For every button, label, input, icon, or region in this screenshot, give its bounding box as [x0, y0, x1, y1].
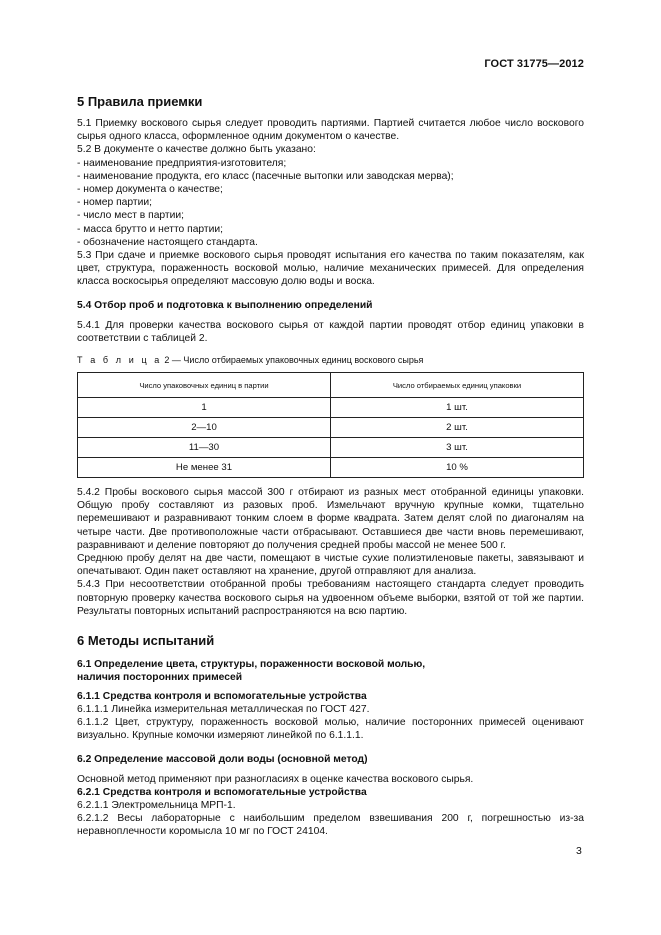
- para-5-1: 5.1 Приемку воскового сырья следует проводить партиями. Партией считается любое число воскового сырья одного класса, оформленное одним документом о качестве.: [77, 118, 584, 143]
- sampling-table: [77, 372, 584, 478]
- subsection-6-1-title-line1: 6.1 Определение цвета, структуры, пораженности восковой молью,: [77, 659, 426, 670]
- section-6-title: 6 Методы испытаний: [77, 633, 215, 648]
- para-5-3: 5.3 При сдаче и приемке воскового сырья проводят испытания его качества по таким показателям, как цвет, структура, пораженность восковой молью, наличие механических примесей. Для определения класса воскосырья определяют массовую долю воды и воска.: [77, 250, 584, 288]
- list-item: - обозначение настоящего стандарта.: [77, 236, 258, 248]
- list-item: - номер документа о качестве;: [77, 184, 223, 196]
- list-item: - наименование предприятия-изготовителя;: [77, 157, 287, 169]
- list-item: - номер партии;: [77, 197, 152, 209]
- table-cell: 11—30: [78, 438, 331, 458]
- section-6-2-1-body: [77, 799, 584, 839]
- table-caption-text: 2 — Число отбираемых упаковочных единиц воскового сырья: [161, 355, 424, 365]
- para-6-2: Основной метод применяют при разногласиях в оценке качества воскового сырья.: [77, 774, 474, 785]
- table-row: [78, 458, 584, 478]
- para-5-4-1-block: [77, 319, 584, 345]
- page-number: 3: [576, 845, 582, 857]
- para-6-1-1-2: 6.1.1.2 Цвет, структуру, пораженность восковой молью, наличие посторонних примесей оценивают визуально. Крупные комочки измеряют линейкой по 6.1.1.1.: [77, 717, 584, 742]
- table-header-row: [78, 373, 584, 398]
- para-6-1-1-1: 6.1.1.1 Линейка измерительная металлическая по ГОСТ 427.: [77, 704, 370, 715]
- table-cell: 3 шт.: [331, 438, 584, 458]
- list-item: - масса брутто и нетто партии;: [77, 223, 224, 235]
- para-6-2-1-1: 6.2.1.1 Электромельница МРП-1.: [77, 800, 236, 811]
- subsection-5-4-title: 5.4 Отбор проб и подготовка к выполнению определений: [77, 300, 373, 311]
- para-5-4-2: 5.4.2 Пробы воскового сырья массой 300 г отбирают из разных мест отобранной единицы упаковки. Общую пробу составляют из разовых проб. Измельчают вручную крупные комки, тщательно перемешивают и разравнивают тонким слоем в форме квадрата. Затем делят слой по диагоналям на четыре части. Две противоположные части отбрасывают. Оставшиеся две части вновь перемешивают, разравнивают и деление повторяют до получения средней пробы массой не менее 500 г.: [77, 487, 584, 551]
- table-row: [78, 418, 584, 438]
- list-item: - число мест в партии;: [77, 210, 185, 222]
- table-cell: 2 шт.: [331, 418, 584, 438]
- table-row: [78, 438, 584, 458]
- table-label: Т а б л и ц а: [77, 355, 162, 365]
- para-5-2: 5.2 В документе о качестве должно быть указано:: [77, 144, 316, 156]
- table-header-cell: Число отбираемых единиц упаковки: [331, 373, 584, 398]
- table-cell: 1: [78, 398, 331, 418]
- table-cell: 1 шт.: [331, 398, 584, 418]
- standard-header: ГОСТ 31775—2012: [484, 58, 584, 70]
- table-caption: [77, 355, 584, 365]
- para-5-4-1: 5.4.1 Для проверки качества воскового сырья от каждой партии проводят отбор единиц упаковки в соответствии с таблицей 2.: [77, 320, 584, 345]
- subsection-6-1-1-title: 6.1.1 Средства контроля и вспомогательные устройства: [77, 691, 367, 702]
- section-5-body: [77, 117, 584, 289]
- list-item: - наименование продукта, его класс (пасечные вытопки или заводская мерва);: [77, 170, 454, 182]
- table-cell: 2—10: [78, 418, 331, 438]
- para-5-4-2-block: [77, 486, 584, 618]
- section-6-1-1-body: [77, 703, 584, 743]
- section-6-2-body: [77, 773, 584, 786]
- table-cell: 10 %: [331, 458, 584, 478]
- section-5-title: 5 Правила приемки: [77, 94, 203, 109]
- subsection-6-1-title: [77, 658, 425, 684]
- subsection-6-1-title-line2: наличия посторонних примесей: [77, 672, 243, 684]
- subsection-6-2-1-title: 6.2.1 Средства контроля и вспомогательные устройства: [77, 787, 367, 798]
- table-cell: Не менее 31: [78, 458, 331, 478]
- table-header-cell: Число упаковочных единиц в партии: [78, 373, 331, 398]
- subsection-6-2-title: 6.2 Определение массовой доли воды (основной метод): [77, 754, 368, 765]
- para-6-2-1-2: 6.2.1.2 Весы лабораторные с наибольшим пределом взвешивания 200 г, погрешностью из-за неравноплечности коромысла 10 мг по ГОСТ 24104.: [77, 813, 584, 838]
- para-5-4-2-b: Среднюю пробу делят на две части, помещают в чистые сухие полиэтиленовые пакеты, завязывают и опечатывают. Один пакет оставляют на хранение, другой отправляют для анализа.: [77, 553, 584, 578]
- table-row: [78, 398, 584, 418]
- para-5-4-3: 5.4.3 При несоответствии отобранной пробы требованиям настоящего стандарта следует проводить повторную проверку качества воскового сырья на удвоенном объеме выборки, взятой от той же партии. Результаты повторных испытаний распространяются на всю партию.: [77, 579, 584, 617]
